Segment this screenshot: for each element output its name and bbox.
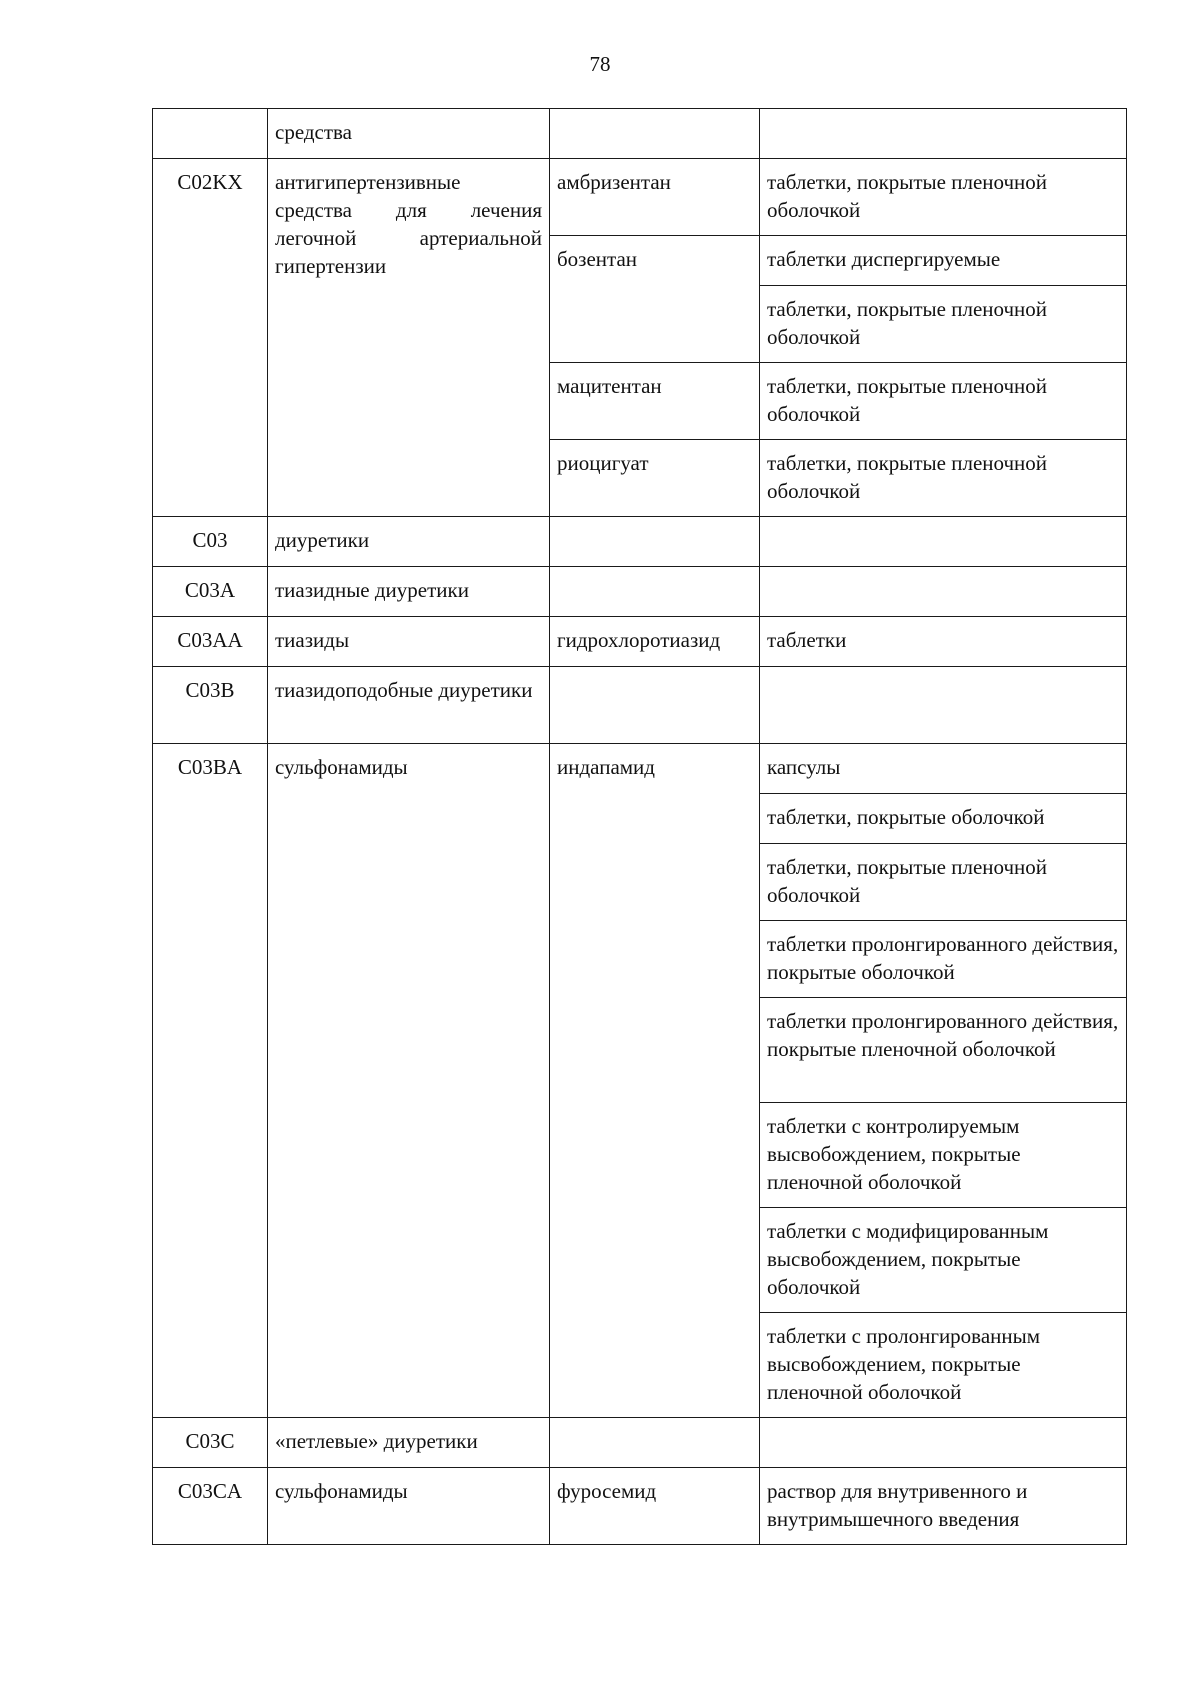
atc-code-cell — [153, 744, 268, 1418]
dosage-form: таблетки с пролонгированным высвобождением, покрытые пленочной оболочкой — [767, 1324, 1041, 1404]
atc-code: C03A — [184, 578, 236, 602]
dosage-form-cell — [760, 159, 1127, 236]
group-name: средства — [275, 120, 353, 144]
substance-cell — [550, 109, 760, 159]
dosage-form-cell — [760, 1313, 1127, 1418]
substance-name: гидрохлоротиазид — [557, 628, 721, 652]
atc-code: C03CA — [177, 1479, 243, 1503]
group-name: тиазидные диуретики — [275, 578, 469, 602]
dosage-form-cell — [760, 567, 1127, 617]
group-name-cell — [268, 517, 550, 567]
group-name-cell — [268, 1418, 550, 1468]
dosage-form: таблетки — [767, 628, 847, 652]
group-name: сульфонамиды — [275, 1479, 408, 1503]
dosage-form: таблетки пролонгированного действия, покрытые пленочной оболочкой — [767, 1009, 1119, 1061]
table-row — [153, 744, 1127, 794]
substance-name: амбризентан — [557, 170, 671, 194]
atc-code-cell — [153, 1418, 268, 1468]
group-name-cell — [268, 109, 550, 159]
substance-cell — [550, 440, 760, 517]
group-name: сульфонамиды — [275, 755, 408, 779]
group-name: диуретики — [275, 528, 370, 552]
atc-code: C03 — [192, 528, 228, 552]
dosage-form: таблетки пролонгированного действия, покрытые оболочкой — [767, 932, 1119, 984]
substance-cell — [550, 617, 760, 667]
atc-code: C03BA — [177, 755, 243, 779]
dosage-form-cell — [760, 921, 1127, 998]
substance-name: риоцигуат — [557, 451, 649, 475]
atc-code: C03C — [185, 1429, 235, 1453]
atc-code-cell — [153, 667, 268, 744]
dosage-form-cell — [760, 1103, 1127, 1208]
substance-cell — [550, 363, 760, 440]
substance-cell — [550, 236, 760, 363]
dosage-form-cell — [760, 286, 1127, 363]
dosage-form: таблетки, покрытые оболочкой — [767, 805, 1045, 829]
dosage-form: таблетки диспергируемые — [767, 247, 1001, 271]
atc-code: C03B — [185, 678, 235, 702]
table-row — [153, 667, 1127, 744]
dosage-form-cell — [760, 109, 1127, 159]
table-row — [153, 159, 1127, 236]
substance-cell — [550, 1418, 760, 1468]
substance-cell — [550, 517, 760, 567]
group-name: антигипертензивные средства для лечения легочной артериальной гипертензии — [275, 170, 542, 278]
dosage-form: таблетки, покрытые пленочной оболочкой — [767, 855, 1048, 907]
group-name-cell — [268, 617, 550, 667]
atc-code-cell — [153, 109, 268, 159]
dosage-form: капсулы — [767, 755, 841, 779]
substance-name: фуросемид — [557, 1479, 657, 1503]
dosage-form-cell — [760, 363, 1127, 440]
dosage-form-cell — [760, 744, 1127, 794]
atc-code-cell — [153, 567, 268, 617]
table-row — [153, 517, 1127, 567]
substance-cell — [550, 567, 760, 617]
dosage-form-cell — [760, 794, 1127, 844]
group-name: тиазидоподобные диуретики — [275, 678, 533, 702]
atc-code-cell — [153, 517, 268, 567]
dosage-form-cell — [760, 998, 1127, 1103]
group-name-cell — [268, 567, 550, 617]
table-row — [153, 567, 1127, 617]
dosage-form-cell — [760, 1418, 1127, 1468]
dosage-form-cell — [760, 844, 1127, 921]
substance-name: мацитентан — [557, 374, 662, 398]
drug-list-table — [152, 108, 1127, 1545]
page-number: 78 — [589, 52, 611, 76]
dosage-form: таблетки, покрытые пленочной оболочкой — [767, 374, 1048, 426]
substance-name: индапамид — [557, 755, 655, 779]
group-name-cell — [268, 667, 550, 744]
group-name-cell — [268, 744, 550, 1418]
atc-code: C03AA — [177, 628, 243, 652]
dosage-form: таблетки, покрытые пленочной оболочкой — [767, 170, 1048, 222]
dosage-form: таблетки, покрытые пленочной оболочкой — [767, 297, 1048, 349]
dosage-form-cell — [760, 667, 1127, 744]
substance-name: бозентан — [557, 247, 638, 271]
dosage-form-cell — [760, 1468, 1127, 1545]
group-name: «петлевые» диуретики — [275, 1429, 478, 1453]
group-name: тиазиды — [275, 628, 350, 652]
atc-code: C02KX — [177, 170, 243, 194]
group-name-cell — [268, 159, 550, 517]
atc-code-cell — [153, 1468, 268, 1545]
substance-cell — [550, 1468, 760, 1545]
table-row — [153, 1418, 1127, 1468]
dosage-form-cell — [760, 236, 1127, 286]
table-row — [153, 1468, 1127, 1545]
table-row — [153, 109, 1127, 159]
dosage-form: таблетки с контролируемым высвобождением, покрытые пленочной оболочкой — [767, 1114, 1021, 1194]
substance-cell — [550, 159, 760, 236]
dosage-form: таблетки с модифицированным высвобождением, покрытые оболочкой — [767, 1219, 1049, 1299]
dosage-form-cell — [760, 440, 1127, 517]
table-row — [153, 617, 1127, 667]
dosage-form: таблетки, покрытые пленочной оболочкой — [767, 451, 1048, 503]
atc-code-cell — [153, 617, 268, 667]
group-name-cell — [268, 1468, 550, 1545]
dosage-form-cell — [760, 1208, 1127, 1313]
atc-code-cell — [153, 159, 268, 517]
substance-cell — [550, 667, 760, 744]
substance-cell — [550, 744, 760, 1418]
dosage-form-cell — [760, 617, 1127, 667]
dosage-form-cell — [760, 517, 1127, 567]
dosage-form: раствор для внутривенного и внутримышечного введения — [767, 1479, 1028, 1531]
